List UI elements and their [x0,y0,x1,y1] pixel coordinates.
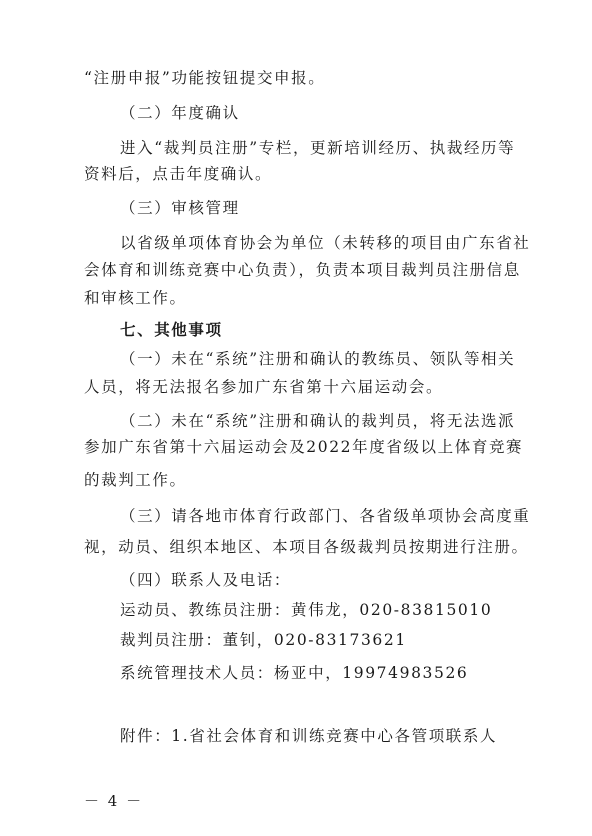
text-line: 资料后，点击年度确认。 [84,165,273,183]
text-line: 参加广东省第十六届运动会及2022年度省级以上体育竞赛 [84,438,524,456]
text-line: 以省级单项体育协会为单位（未转移的项目由广东省社 [120,234,531,252]
contact-line: 裁判员注册：董钊，020-83173621 [120,631,407,649]
contact-line: 运动员、教练员注册：黄伟龙，020-83815010 [120,601,493,619]
section-heading: （四）联系人及电话： [120,571,292,589]
contact-line: 系统管理技术人员：杨亚中，19974983526 [120,664,469,682]
text-line: 的裁判工作。 [84,471,187,489]
page-number: － 4 － [84,792,144,810]
text-line: 人员，将无法报名参加广东省第十六届运动会。 [84,378,444,396]
chapter-heading: 七、其他事项 [120,321,223,339]
text-line: 和审核工作。 [84,289,187,307]
text-line: 进入“裁判员注册”专栏，更新培训经历、执裁经历等 [120,139,516,157]
attachment-line: 附件：1.省社会体育和训练竞赛中心各管项联系人 [120,727,498,745]
text-line: （三）请各地市体育行政部门、各省级单项协会高度重 [120,507,531,525]
text-line: （二）未在“系统”注册和确认的裁判员，将无法选派 [120,412,516,430]
section-heading: （三）审核管理 [120,199,240,217]
section-heading: （二）年度确认 [120,104,240,122]
text-line: “注册申报”功能按钮提交申报。 [84,69,326,87]
text-line: 视，动员、组织本地区、本项目各级裁判员按期进行注册。 [84,538,529,556]
text-line: 会体育和训练竞赛中心负责），负责本项目裁判员注册信息 [84,261,521,279]
text-line: （一）未在“系统”注册和确认的教练员、领队等相关 [120,350,516,368]
